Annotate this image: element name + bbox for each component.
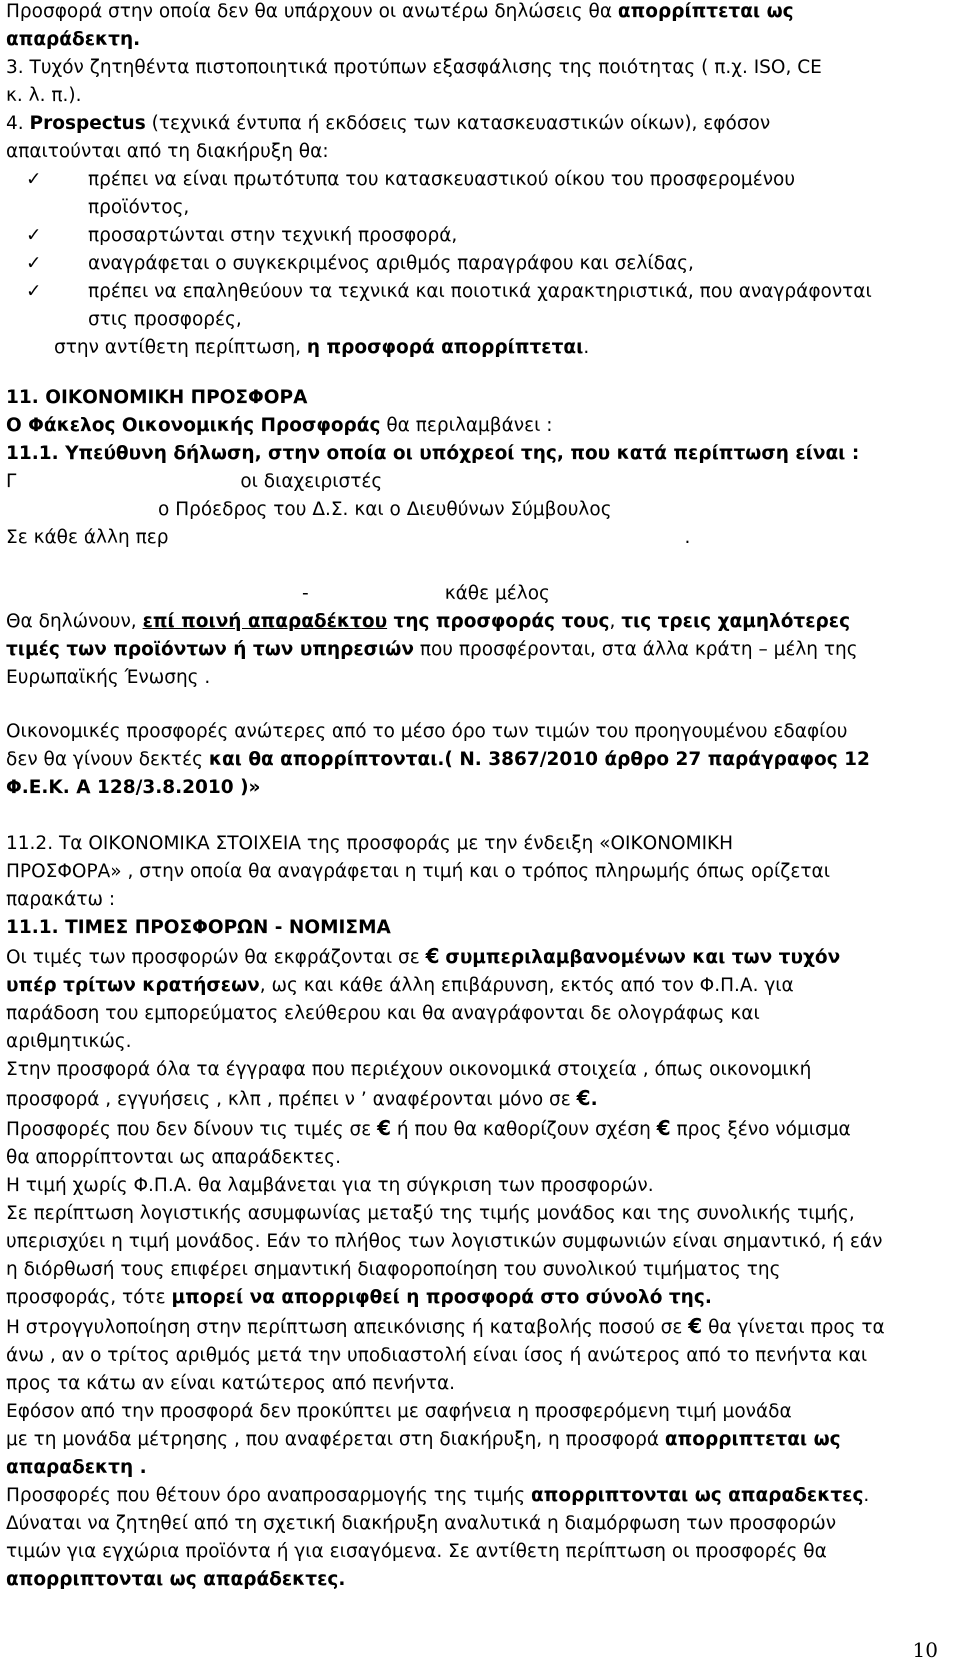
bold-text: και θα απορρίπτονται.( Ν. 3867/2010 άρθρο 27 παράγραφος 12 <box>208 749 870 770</box>
euro-icon: € <box>377 1116 391 1140</box>
text-line: Η τιμή χωρίς Φ.Π.Α. θα λαμβάνεται για τη σύγκριση των προσφορών. <box>6 1175 654 1196</box>
text-line <box>6 1114 946 1144</box>
euro-icon: € <box>576 1086 591 1110</box>
text-line: Δύναται να ζητηθεί από τη σχετική διακήρυξη αναλυτικά η διαμόρφωση των προσφορών <box>6 1513 837 1534</box>
bold-text: απορρίπτεται ως <box>617 1 794 22</box>
euro-icon: € <box>425 944 440 968</box>
text-line: απορριπτονται ως απαράδεκτες. <box>6 1569 346 1590</box>
text-line <box>6 942 946 972</box>
text-line: πρέπει να επαληθεύουν τα τεχνικά και ποιοτικά χαρακτηριστικά, που αναγράφονται <box>88 281 872 302</box>
checkmark-icon: ✓ <box>26 253 42 274</box>
list-item <box>6 278 946 334</box>
text: Θα δηλώνουν, <box>6 611 143 632</box>
text-line <box>6 1482 946 1510</box>
text: στην αντίθετη περίπτωση, <box>54 337 307 358</box>
text-line: άνω , αν ο τρίτος αριθμός μετά την υποδιαστολή είναι ίσος ή ανώτερος από το πενήντα και <box>6 1345 868 1366</box>
section-heading: 11.1. ΤΙΜΕΣ ΠΡΟΣΦΟΡΩΝ - ΝΟΜΙΣΜΑ <box>6 917 391 938</box>
text: με τη μονάδα μέτρησης , που αναφέρεται στη διακήρυξη, η προσφορά <box>6 1429 665 1450</box>
text: Σε κάθε άλλη περ <box>6 527 169 548</box>
list-item <box>6 222 946 250</box>
text-line: απαιτούνται από τη διακήρυξη θα: <box>6 141 329 162</box>
text: - <box>302 583 309 604</box>
text: , ως και κάθε άλλη επιβάρυνση, εκτός από τον Φ.Π.Α. για <box>259 975 794 996</box>
text: θα περιλαμβάνει : <box>380 415 553 436</box>
text-line: παρακάτω : <box>6 889 116 910</box>
prices-currency-section <box>6 830 946 1594</box>
text-line <box>6 1426 946 1454</box>
text-line <box>6 1084 946 1114</box>
bold-text: απορριπτονται ως απαραδεκτες <box>531 1485 864 1506</box>
text-line <box>6 1284 946 1312</box>
bold-text: τις τρεις χαμηλότερες <box>621 611 851 632</box>
text: . <box>684 527 691 548</box>
text-line: η διόρθωσή τους επιφέρει σημαντική διαφοροποίηση του συνολικού τιμήματος της <box>6 1259 781 1280</box>
text-line: Εφόσον από την προσφορά δεν προκύπτει με σαφήνεια η προσφερόμενη τιμή μονάδα <box>6 1401 792 1422</box>
text-line: ο Πρόεδρος του Δ.Σ. και ο Διευθύνων Σύμβουλος <box>158 499 612 520</box>
prospectus-section <box>6 0 946 362</box>
euro-icon: € <box>656 1116 671 1140</box>
list-item <box>6 250 946 278</box>
bold-text: μπορεί να απορριφθεί η προσφορά στο σύνολό της. <box>171 1287 712 1308</box>
text-line <box>6 972 946 1000</box>
underlined-bold-text: επί ποινή απαραδέκτου <box>142 611 388 632</box>
text-line <box>6 580 946 608</box>
text-line: τιμών για εγχώρια προϊόντα ή για εισαγόμενα. Σε αντίθετη περίπτωση οι προσφορές θα <box>6 1541 827 1562</box>
bold-text: Ο Φάκελος Οικονομικής Προσφοράς <box>6 415 381 436</box>
text-line: απαράδεκτη. <box>6 29 141 50</box>
text-line <box>6 468 946 496</box>
text: 4. <box>6 113 30 134</box>
text-line: προς τα κάτω αν είναι κατώτερος από πενήντα. <box>6 1373 456 1394</box>
text-line <box>6 636 946 664</box>
text: δεν θα γίνουν δεκτές <box>6 749 209 770</box>
text: προσφορά , εγγυήσεις , κλπ , πρέπει ν ’ αναφέρονται μόνο σε <box>6 1089 577 1110</box>
bold-text: . <box>590 1089 598 1110</box>
blank-line <box>6 552 946 580</box>
section-heading: 11. ΟΙΚΟΝΟΜΙΚΗ ΠΡΟΣΦΟΡΑ <box>6 387 308 408</box>
page-number: 10 <box>912 1638 938 1662</box>
text-line <box>6 608 946 636</box>
text-line: αναγράφεται ο συγκεκριμένος αριθμός παραγράφου και σελίδας, <box>88 253 694 274</box>
text-line <box>6 334 946 362</box>
list-item <box>6 166 946 222</box>
text: προς ξένο νόμισμα <box>670 1119 851 1140</box>
text: Προσφορές που θέτουν όρο αναπροσαρμογής της τιμής <box>6 1485 532 1506</box>
checkmark-icon: ✓ <box>26 225 42 246</box>
price-limit-section <box>6 718 946 802</box>
text: Προσφορές που δεν δίνουν τις τιμές σε <box>6 1119 378 1140</box>
text-line <box>6 412 946 440</box>
text: Οι τιμές των προσφορών θα εκφράζονται σε <box>6 947 426 968</box>
bold-text: η προσφορά απορρίπτεται <box>306 337 584 358</box>
text-line: θα απορρίπτονται ως απαράδεκτες. <box>6 1147 341 1168</box>
text: . <box>863 1485 870 1506</box>
text: , <box>609 611 622 632</box>
bold-text: τιμές των προϊόντων ή των υπηρεσιών <box>6 639 414 660</box>
bold-text: υπέρ τρίτων κρατήσεων <box>6 975 260 996</box>
text-line: κ. λ. π.). <box>6 85 82 106</box>
text-line: αριθμητικώς. <box>6 1031 132 1052</box>
bold-text: συμπεριλαμβανομένων και των τυχόν <box>445 947 841 968</box>
bold-text: Prospectus <box>29 113 146 134</box>
text-line: Ευρωπαϊκής Ένωσης . <box>6 667 211 688</box>
text-line: ΠΡΟΣΦΟΡΑ» , στην οποία θα αναγράφεται η τιμή και ο τρόπος πληρωμής όπως ορίζεται <box>6 861 830 882</box>
text-line: Στην προσφορά όλα τα έγγραφα που περιέχουν οικονομικά στοιχεία , όπως οικονομική <box>6 1059 812 1080</box>
text: που προσφέρονται, στα άλλα κράτη – μέλη της <box>413 639 858 660</box>
text-line: Φ.Ε.Κ. Α 128/3.8.2010 )» <box>6 777 261 798</box>
text-line <box>6 524 946 552</box>
text: κάθε μέλος <box>444 583 550 604</box>
financial-offer-section <box>6 384 946 692</box>
text-line: 11.2. Τα ΟΙΚΟΝΟΜΙΚΑ ΣΤΟΙΧΕΙΑ της προσφοράς με την ένδειξη «ΟΙΚΟΝΟΜΙΚΗ <box>6 833 734 854</box>
text: ή που θα καθορίζουν σχέση <box>391 1119 657 1140</box>
text: οι διαχειριστές <box>240 471 383 492</box>
text-line <box>6 0 946 26</box>
text: θα γίνεται προς τα <box>702 1317 885 1338</box>
text-line <box>6 110 946 138</box>
text-line <box>6 746 946 774</box>
text-line: Σε περίπτωση λογιστικής ασυμφωνίας μεταξύ της τιμής μονάδος και της συνολικής τιμής, <box>6 1203 855 1224</box>
text-line: προσαρτώνται στην τεχνική προσφορά, <box>88 225 458 246</box>
text-line: απαραδεκτη . <box>6 1457 147 1478</box>
text-line: προϊόντος, <box>88 197 190 218</box>
text-line: παράδοση του εμπορεύματος ελεύθερου και θα αναγράφονται δε ολογράφως και <box>6 1003 760 1024</box>
text-line <box>6 1312 946 1342</box>
bold-text: απορριπτεται ως <box>664 1429 841 1450</box>
text: . <box>583 337 590 358</box>
text-line: 3. Τυχόν ζητηθέντα πιστοποιητικά προτύπων εξασφάλισης της ποιότητας ( π.χ. ISO, CE <box>6 57 822 78</box>
checkmark-icon: ✓ <box>26 169 42 190</box>
text: προσφοράς, τότε <box>6 1287 172 1308</box>
text: Γ <box>6 471 17 492</box>
text: Η στρογγυλοποίηση στην περίπτωση απεικόνισης ή καταβολής ποσού σε <box>6 1317 689 1338</box>
checkmark-icon: ✓ <box>26 281 42 302</box>
text: Προσφορά στην οποία δεν θα υπάρχουν οι ανωτέρω δηλώσεις θα <box>6 1 618 22</box>
text-line: πρέπει να είναι πρωτότυπα του κατασκευαστικού οίκου του προσφερομένου <box>88 169 796 190</box>
text: (τεχνικά έντυπα ή εκδόσεις των κατασκευαστικών οίκων), εφόσον <box>145 113 771 134</box>
text-line: στις προσφορές, <box>88 309 242 330</box>
euro-icon: € <box>688 1314 703 1338</box>
text-line: υπερισχύει η τιμή μονάδος. Εάν το πλήθος των λογιστικών συμφωνιών είναι σημαντικό, ή εάν <box>6 1231 883 1252</box>
text-line: 11.1. Υπεύθυνη δήλωση, στην οποία οι υπόχρεοί της, που κατά περίπτωση είναι : <box>6 443 860 464</box>
text-line: Οικονομικές προσφορές ανώτερες από το μέσο όρο των τιμών του προηγουμένου εδαφίου <box>6 721 848 742</box>
bold-text: της προσφοράς τους <box>387 611 610 632</box>
